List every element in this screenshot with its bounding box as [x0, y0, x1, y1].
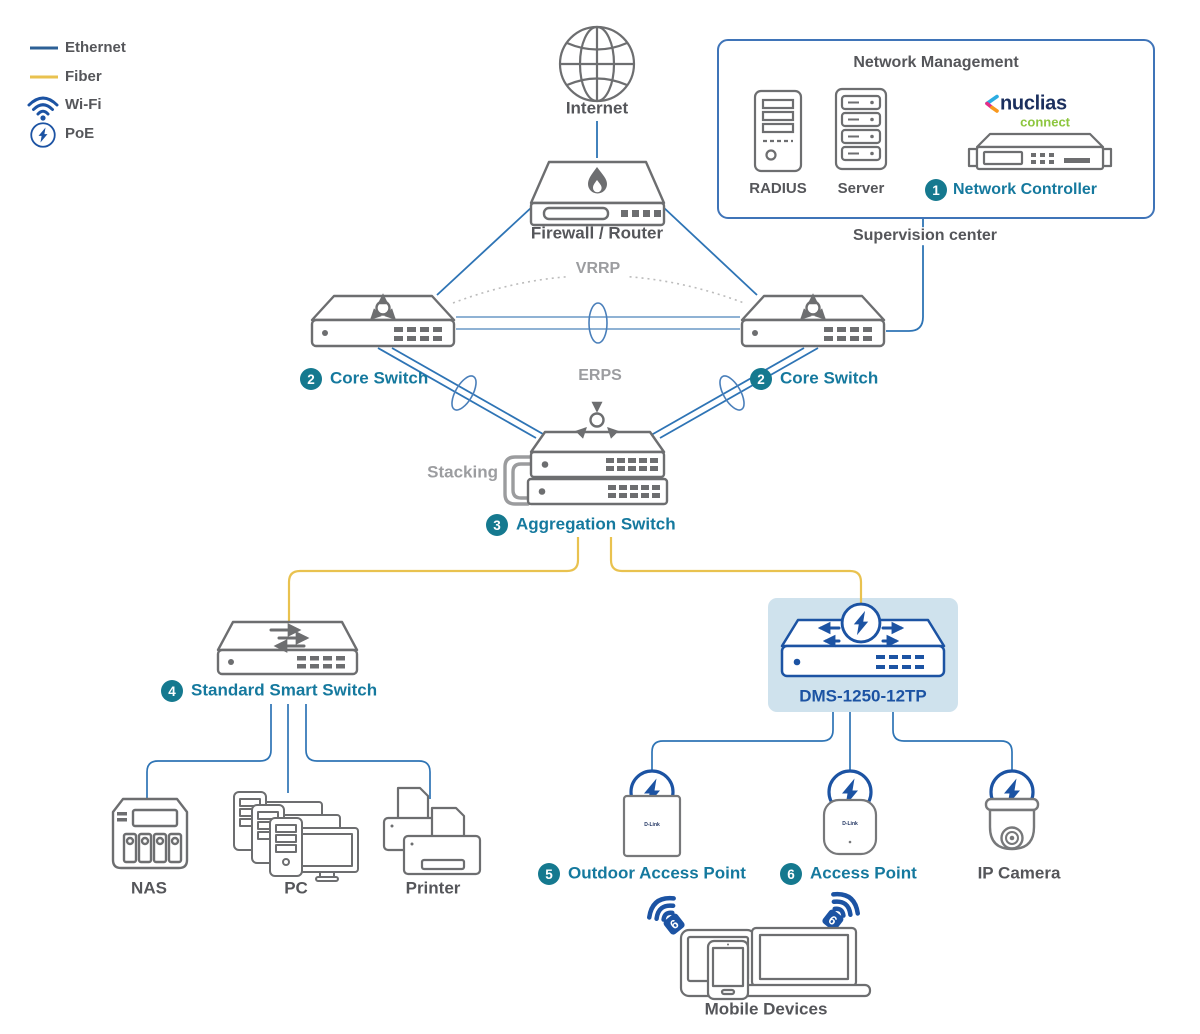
outdoor-ap-label: Outdoor Access Point	[568, 863, 746, 883]
ap-brand-text: D-Link	[842, 821, 858, 827]
link-aggregation-rings	[447, 303, 749, 414]
nas-label: NAS	[131, 878, 167, 898]
wifi6-number: 6	[825, 912, 840, 929]
server-label: Server	[837, 179, 885, 197]
aggregation-switch-icon	[528, 405, 667, 504]
mobile-devices-label: Mobile Devices	[704, 999, 828, 1019]
network-controller-label: Network Controller	[953, 181, 1098, 199]
poe-legend-icon	[31, 123, 55, 147]
ap-badge: 6	[780, 863, 802, 885]
network-management-title: Network Management	[853, 54, 1019, 72]
core-switch-right-badge: 2	[750, 368, 772, 390]
outdoor-ap-badge: 5	[538, 863, 560, 885]
pc-label: PC	[284, 878, 308, 898]
server-icon	[836, 89, 886, 169]
smart-switch-icon	[218, 622, 357, 674]
supervision-center-label: Supervision center	[846, 227, 1004, 245]
smart-switch-label: Standard Smart Switch	[191, 680, 378, 700]
pc-icon	[234, 792, 358, 881]
erps-label: ERPS	[578, 367, 622, 385]
firewall-router-label: Firewall / Router	[530, 223, 664, 243]
core-switch-right-label: Core Switch	[780, 368, 879, 388]
vrrp-dotted-link	[453, 276, 744, 304]
wifi6-number: 6	[667, 916, 682, 933]
outdoor-access-point-icon	[624, 796, 680, 856]
outdoor-ap-brand-text: D-Link	[644, 822, 660, 828]
radius-server-icon	[755, 91, 801, 171]
network-controller-icon	[969, 134, 1111, 169]
aggregation-label: Aggregation Switch	[516, 514, 676, 534]
aggregation-badge: 3	[486, 514, 508, 536]
ip-camera-icon	[986, 799, 1038, 849]
legend-icons	[29, 48, 58, 147]
core-switch-right	[742, 296, 884, 346]
nuclias-connect-text: connect	[1020, 114, 1070, 130]
internet-label: Internet	[565, 98, 629, 118]
core-switch-left	[312, 296, 454, 346]
internet-globe-icon	[560, 27, 634, 101]
firewall-router-icon	[531, 162, 664, 225]
nas-icon	[113, 799, 187, 868]
printer-label: Printer	[405, 878, 461, 898]
legend-fiber-label: Fiber	[65, 67, 102, 85]
ap-label: Access Point	[810, 863, 917, 883]
wifi-icon	[29, 98, 57, 121]
mobile-devices-icon	[681, 928, 870, 999]
controller-badge: 1	[925, 179, 947, 201]
legend-ethernet-label: Ethernet	[65, 38, 126, 56]
vrrp-label: VRRP	[569, 260, 627, 278]
core-switch-left-badge: 2	[300, 368, 322, 390]
nuclias-brand-text: nuclias	[1000, 92, 1067, 115]
radius-label: RADIUS	[749, 179, 807, 197]
dms-model-label: DMS-1250-12TP	[799, 686, 927, 706]
stacking-label: Stacking	[427, 462, 498, 482]
legend-poe-label: PoE	[65, 124, 95, 142]
core-interlink	[456, 317, 740, 329]
ip-camera-label: IP Camera	[977, 863, 1061, 883]
legend-wifi-label: Wi-Fi	[65, 95, 102, 113]
smart-switch-badge: 4	[161, 680, 183, 702]
access-point-icon	[824, 800, 876, 854]
dms-poe-icon	[842, 604, 880, 642]
printer-icon	[384, 788, 480, 874]
core-switch-left-label: Core Switch	[330, 368, 429, 388]
